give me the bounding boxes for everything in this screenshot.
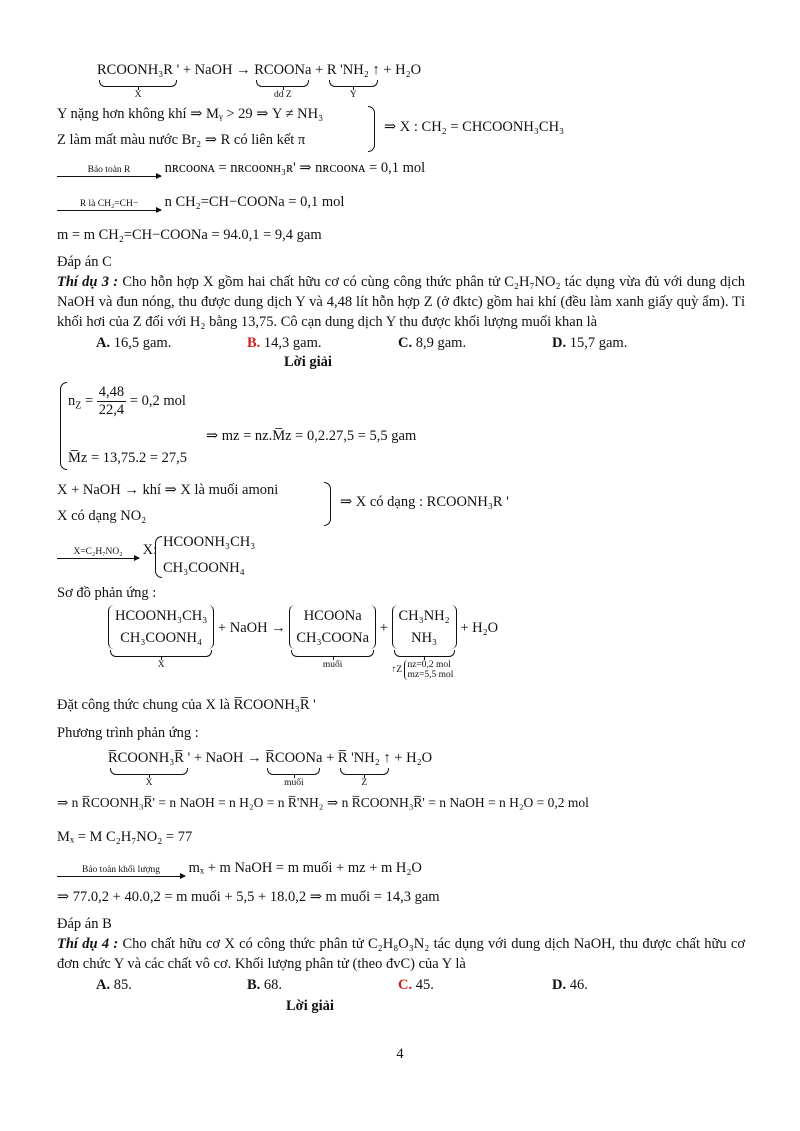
product-salt: R̅COONa	[265, 750, 323, 766]
left-brace	[60, 382, 67, 470]
label-x: X	[134, 90, 142, 100]
product-salt: RCOONa	[254, 62, 312, 78]
example-body: Cho chất hữu cơ X có công thức phân tử C₂H₈O₃N₂ tác dụng với dung dịch NaOH, thu được chất hữu cơ đơn chức Y và các chất vô cơ. Khối lượng phân tử (theo đvC) của Y là	[57, 936, 746, 972]
condition-line-2: Z làm mất màu nước Br₂ ⇒ R có liên kết π	[57, 132, 306, 148]
left-brace	[155, 536, 162, 578]
example-4-option-b: B. 68.	[247, 977, 283, 993]
example-4-question	[57, 934, 745, 974]
label-z: Z	[361, 778, 368, 788]
product-amine: R 'NH₂ ↑	[326, 62, 380, 78]
scheme-salt-2: CH₃COONa	[296, 630, 370, 646]
naoh-term: + NaOH →	[193, 750, 262, 766]
naoh-term: + NaOH →	[217, 620, 286, 636]
conservation-text: mₓ + m NaOH = m muối + mᴢ + m H₂O	[188, 860, 422, 876]
naoh-term: + NaOH →	[182, 62, 251, 78]
arrow-label: Bảo toàn khối lượng	[82, 865, 160, 875]
conservation-line-2	[57, 194, 344, 211]
label-dd-z: dd Z	[273, 90, 292, 100]
mz-result: ⇒ mᴢ = nᴢ.M̅ᴢ = 0,2.27,5 = 5,5 gam	[206, 428, 417, 444]
example-3-option-d: D. 15,7 gam.	[552, 335, 628, 351]
reason-line-1: X + NaOH → khí ⇒ X là muối amoni	[57, 482, 279, 498]
reactant-x: R̅COONH₃R̅ '	[108, 750, 191, 766]
molar-mass-line: Mₓ = M C₂H₇NO₂ = 77	[57, 829, 193, 845]
scheme-gas-2: NH₃	[411, 630, 438, 646]
reason-result: ⇒ X có dạng : RCOONH₃R '	[340, 494, 509, 510]
scheme-salt-1: HCOONa	[303, 608, 362, 624]
example-3-option-b: B. 14,3 gam.	[247, 335, 322, 351]
right-brace	[324, 482, 331, 526]
water-term: + H₂O	[460, 620, 499, 636]
reactant-x: RCOONH₃R '	[97, 62, 180, 78]
example-3-option-c: C. 8,9 gam.	[398, 335, 467, 351]
answer-line: Đáp án C	[57, 254, 112, 270]
general-formula: Đặt công thức chung của X là R̅COONH₃R̅ '	[57, 697, 316, 713]
mole-equality-line: ⇒ n R̅COONH₃R̅' = n NaOH = n H₂O = n R̅'NH₂ ⇒ n R̅COONH₃R̅' = n NaOH = n H₂O = 0,2 mol	[57, 795, 589, 810]
scheme-title: Sơ đồ phản ứng :	[57, 585, 157, 601]
arrow-label: Bảo toàn R	[87, 165, 131, 175]
mass-calculation: m = m CH₂=CH−COONa = 94.0,1 = 9,4 gam	[57, 227, 322, 243]
scheme-gas-1: CH₃NH₂	[398, 608, 450, 624]
scheme-x1: HCOONH₃CH₃	[115, 608, 208, 624]
formula-1: HCOONH₃CH₃	[163, 534, 256, 550]
label-x: X	[157, 660, 165, 670]
arrow-label: X=C₂H₇NO₂	[73, 547, 123, 557]
answer-line: Đáp án B	[57, 916, 112, 932]
example-4-option-a: A. 85.	[96, 977, 132, 993]
condition-line-1: Y nặng hơn không khí ⇒ Mᵧ > 29 ⇒ Y ≠ NH₃	[57, 106, 324, 122]
example-3-option-a: A. 16,5 gam.	[96, 335, 172, 351]
right-brace	[368, 106, 375, 152]
label-salt: muối	[322, 660, 343, 670]
product-amine: R̅ 'NH₂ ↑	[337, 750, 391, 766]
example-3-question	[57, 272, 745, 332]
reaction-title: Phương trình phản ứng :	[57, 725, 199, 741]
conservation-text: nʀᴄᴏᴏɴᴀ = nʀᴄᴏᴏɴʜ₃ʀ' ⇒ nʀᴄᴏᴏɴᴀ = 0,1 mol	[164, 160, 426, 176]
formula-arrow	[57, 542, 157, 559]
reaction-equation-2: R̅COONH₃R̅ ' X + NaOH → R̅COONa muối + R̅ 'NH₂ ↑ Z + H₂O	[108, 750, 433, 788]
label-salt: muối	[284, 778, 304, 788]
gas-condition-2: mᴢ=5,5 mol	[407, 670, 454, 680]
scheme-x2: CH₃COONH₄	[120, 630, 203, 646]
water-term: + H₂O	[383, 62, 422, 78]
reaction-equation-1: RCOONH₃R ' X + NaOH → RCOONa dd Z + R 'NH₂ ↑ Y + H₂O	[97, 62, 422, 100]
mz-line: M̅ᴢ = 13,75.2 = 27,5	[68, 450, 188, 466]
arrow-label: R là CH₂=CH−	[79, 199, 139, 209]
solution-title: Lời giải	[284, 354, 332, 370]
label-x: X	[145, 778, 153, 788]
conservation-text: n CH₂=CH−COONa = 0,1 mol	[164, 194, 345, 210]
example-heading: Thí dụ 4 :	[57, 936, 119, 952]
formula-x: X:	[142, 542, 158, 558]
mass-conservation-line	[57, 860, 422, 877]
example-4-option-d: D. 46.	[552, 977, 588, 993]
example-body: Cho hỗn hợp X gồm hai chất hữu cơ có cùng công thức phân tử C₂H₇NO₂ tác dụng vừa đủ với dung dịch NaOH và đun nóng, thu được dung dịch Y và 4,48 lít hỗn hợp Z (ở đktc) gồm hai khí (đều làm xanh giấy quỳ ẩm). Tỉ khối hơi của Z đối với H₂ bằng 13,75. Cô cạn dung dịch Y thu được khối lượng muối khan là	[57, 274, 746, 330]
final-calculation: ⇒ 77.0,2 + 40.0,2 = m muối + 5,5 + 18.0,2 ⇒ m muối = 14,3 gam	[57, 889, 440, 905]
reaction-scheme: HCOONH₃CH₃ CH₃COONH₄ X + NaOH → HCOONa CH₃COONa muối + CH₃NH₂ NH₃ ↑Z nᴢ=0,2 mol mᴢ=5,5 mol + H₂O	[108, 605, 498, 680]
condition-result: ⇒ X : CH₂ = CHCOONH₃CH₃	[384, 119, 565, 135]
example-4-option-c: C. 45.	[398, 977, 434, 993]
label-y: Y	[349, 90, 357, 100]
formula-2: CH₃COONH₄	[163, 560, 245, 576]
water-term: + H₂O	[394, 750, 433, 766]
example-heading: Thí dụ 3 :	[57, 274, 119, 290]
gas-condition-1: nᴢ=0,2 mol	[407, 660, 451, 670]
nz-line: $n_Z$ = $\frac{4,48}{22,4}$ = 0,2 mol	[68, 384, 186, 418]
reason-line-2: X có dạng NO₂	[57, 508, 147, 524]
page-number: 4	[396, 1046, 404, 1062]
conservation-line-1	[57, 160, 425, 177]
solution-title: Lời giải	[286, 998, 334, 1014]
label-z: ↑Z	[391, 665, 403, 676]
